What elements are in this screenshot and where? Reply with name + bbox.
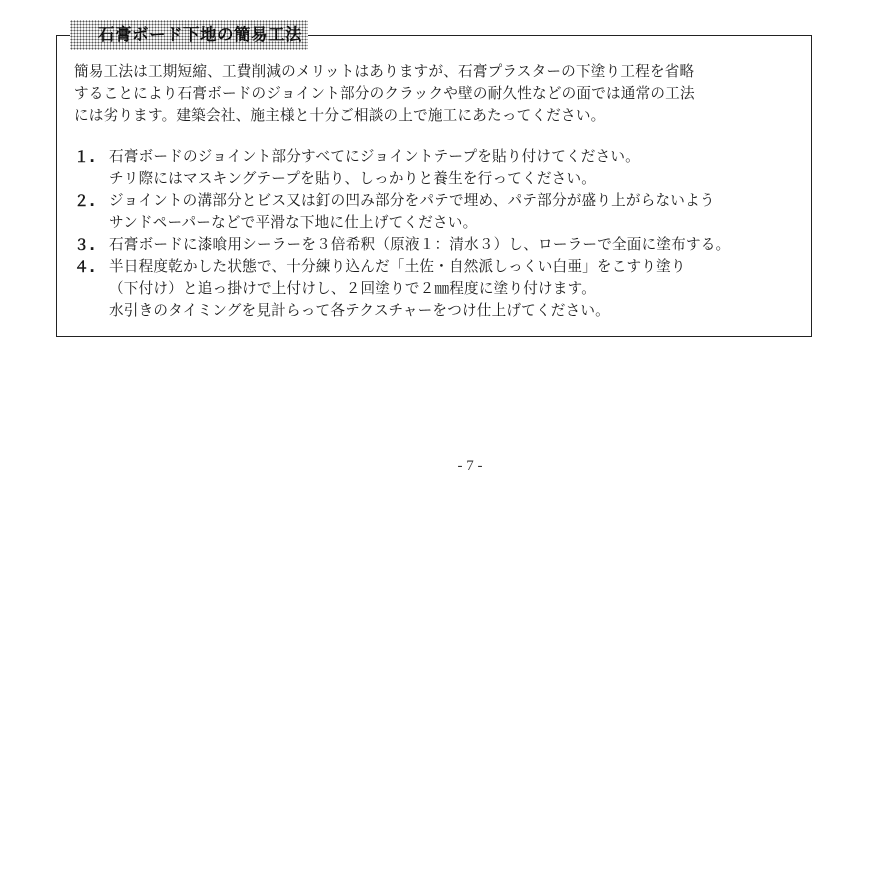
step-item [74,234,809,256]
step-line: サンドペーパーなどで平滑な下地に仕上げてください。 [109,214,478,231]
step-number: １. [74,148,96,166]
step-number: ３. [74,236,96,254]
steps-list [74,146,809,322]
step-line: 石膏ボードに漆喰用シーラーを３倍希釈（原液１：清水３）し、ローラーで全面に塗布する。 [109,236,731,253]
step-line: 半日程度乾かした状態で、十分練り込んだ「土佐・自然派しっくい白亜」をこすり塗り [109,258,686,275]
intro-line: には劣ります。建築会社、施主様と十分ご相談の上で施工にあたってください。 [74,107,606,124]
step-item [74,146,809,190]
step-item [74,190,809,234]
step-item [74,256,809,322]
page-number: - 7 - [457,458,483,474]
section-heading [70,20,308,50]
step-line: ジョイントの溝部分とビス又は釘の凹み部分をパテで埋め、パテ部分が盛り上がらないよう [109,192,715,209]
step-line: （下付け）と追っ掛けで上付けし、２回塗りで２㎜程度に塗り付けます。 [109,280,597,297]
step-number: ２. [74,192,96,210]
intro-line: 簡易工法は工期短縮、工費削減のメリットはありますが、石膏プラスターの下塗り工程を省略 [74,63,695,80]
step-line: チリ際にはマスキングテープを貼り、しっかりと養生を行ってください。 [109,170,597,187]
step-number: ４. [74,258,96,276]
intro-line: することにより石膏ボードのジョイント部分のクラックや壁の耐久性などの面では通常の工法 [74,85,695,102]
step-line: 石膏ボードのジョイント部分すべてにジョイントテープを貼り付けてください。 [109,148,640,165]
step-line: 水引きのタイミングを見計らって各テクスチャーをつけ仕上げてください。 [109,302,610,319]
section-heading-text: 石膏ボード下地の簡易工法 [98,25,302,44]
intro-paragraph [74,61,804,127]
